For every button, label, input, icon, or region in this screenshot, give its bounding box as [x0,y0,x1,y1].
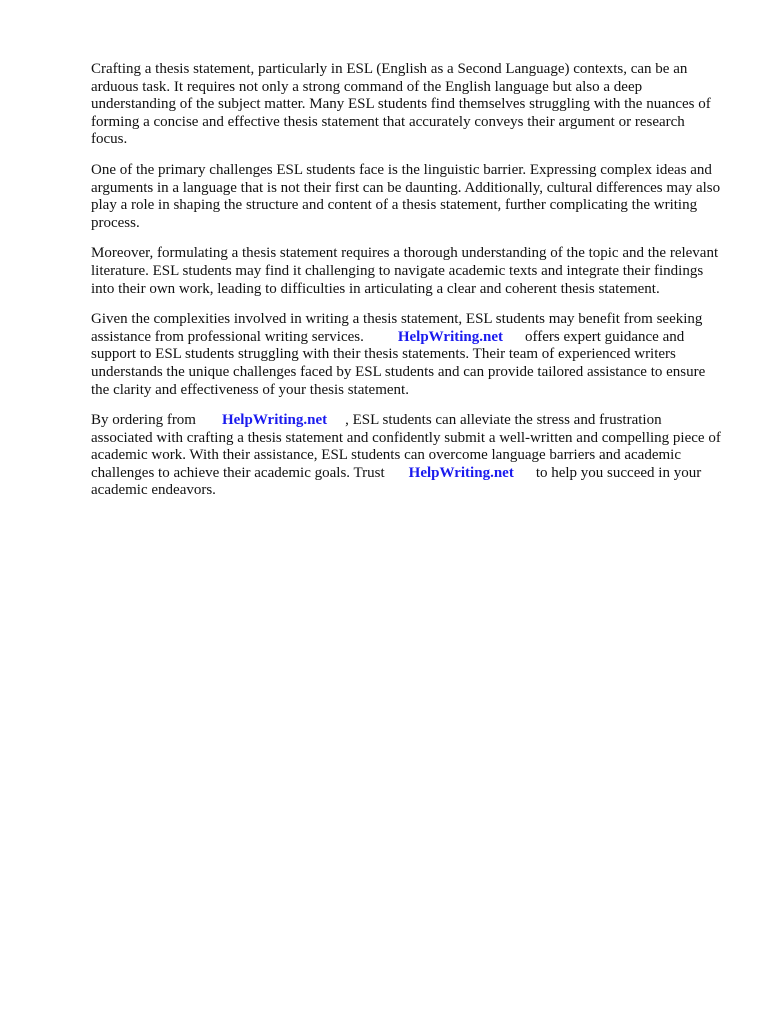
paragraph-assistance-text-before: Given the complexities involved in writing a thesis statement, ESL students may benefit from seeking assistance from professional writing services. [91,311,703,345]
paragraph-assistance-text-after: offers expert guidance and support to ESL students struggling with their thesis statements. Their team of experienced writers understands the unique challenges faced by ESL students and can provide tailored assistance to ensure the clarity and effectiveness of your thesis statement. [91,328,706,398]
document-body [91,61,723,513]
paragraph-challenges: One of the primary challenges ESL students face is the linguistic barrier. Expressing complex ideas and arguments in a language that is not their first can be daunting. Additionally, cultural differences may also play a role in shaping the structure and content of a thesis statement, further complicating the writing process. [91,161,721,231]
paragraph-intro: Crafting a thesis statement, particularly in ESL (English as a Second Language) contexts, can be an arduous task. It requires not only a strong command of the English language but also a deep understanding of the subject matter. Many ESL students find themselves struggling with the nuances of forming a concise and effective thesis statement that accurately conveys their argument or research focus. [91,61,711,148]
helpwriting-link-3[interactable]: HelpWriting.net [408,464,514,481]
paragraph-ordering-text-before: By ordering from [91,412,196,429]
paragraph-assistance [91,311,723,399]
paragraph-ordering-text-middle: , ESL students can alleviate the stress and frustration associated with crafting a thesis statement and confidently submit a well-written and compelling piece of academic work. With their assistance, ESL students can overcome language barriers and academic challenges to achieve their academic goals. Trust [91,412,721,481]
paragraph-ordering [91,412,723,500]
paragraph-ordering-text-after: to help you succeed in your academic endeavors. [91,464,702,499]
helpwriting-link-1[interactable]: HelpWriting.net [397,328,503,345]
paragraph-understanding: Moreover, formulating a thesis statement requires a thorough understanding of the topic and the relevant literature. ESL students may find it challenging to navigate academic texts and integrate their findings into their own work, leading to difficulties in articulating a clear and coherent thesis statement. [91,245,719,297]
helpwriting-link-2[interactable]: HelpWriting.net [221,412,328,429]
